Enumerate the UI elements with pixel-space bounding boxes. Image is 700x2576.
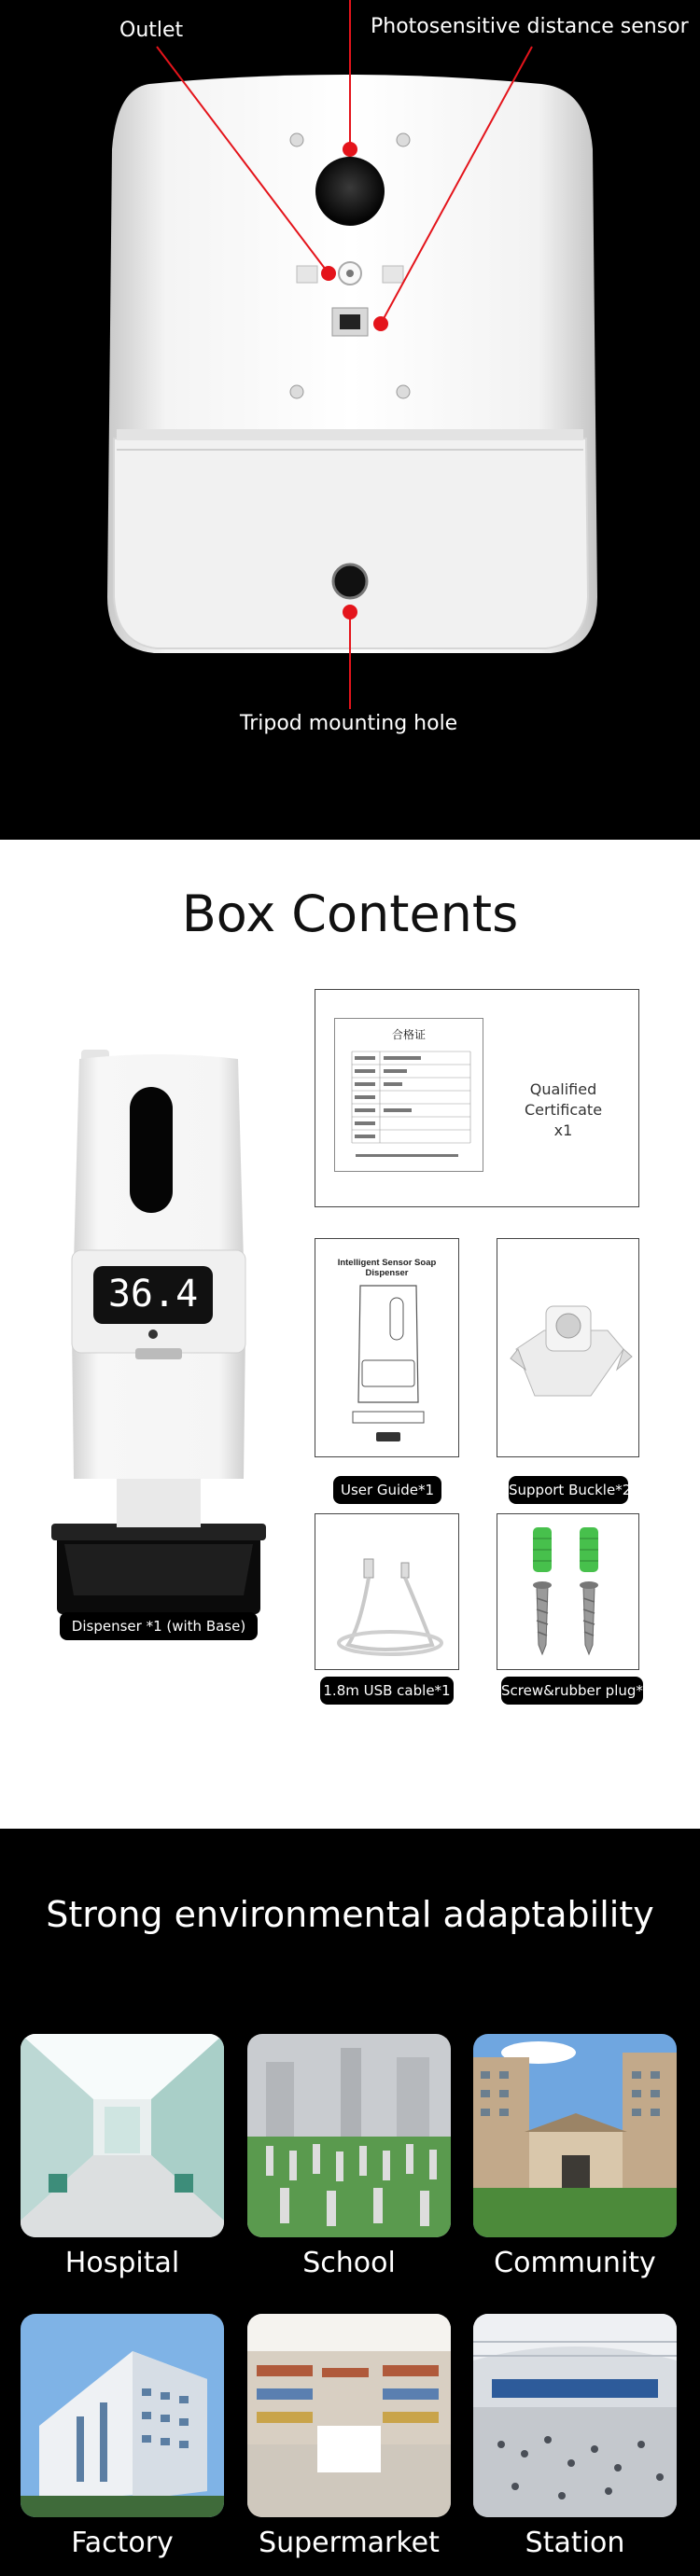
sensor-callout: Photosensitive distance sensor	[371, 15, 689, 38]
usb-cable-sketch	[315, 1514, 460, 1671]
user-guide-label: User Guide*1	[333, 1476, 441, 1504]
box-contents-section	[0, 840, 700, 1829]
tripod-callout: Tripod mounting hole	[240, 712, 458, 735]
environments-section	[0, 1829, 700, 2576]
dispenser-label: Dispenser *1 (with Base)	[60, 1612, 258, 1640]
certificate-frame	[315, 989, 639, 1207]
place-label-community: Community	[494, 2247, 656, 2279]
place-label-station: Station	[525, 2527, 625, 2559]
certificate-table	[335, 1042, 484, 1173]
support-buckle-sketch	[497, 1239, 640, 1458]
school-photo	[247, 2034, 451, 2237]
community-photo	[473, 2034, 677, 2237]
supermarket-photo	[247, 2314, 451, 2517]
support-buckle-frame	[497, 1238, 639, 1457]
certificate-label	[491, 1079, 636, 1141]
screw-plug-frame	[497, 1513, 639, 1670]
place-label-school: School	[302, 2247, 396, 2279]
device-back-section	[0, 0, 700, 840]
screw-plug-label: Screw&rubber plug*2	[501, 1677, 643, 1705]
factory-photo	[21, 2314, 224, 2517]
certificate-label-line2: x1	[553, 1121, 573, 1139]
environments-title: Strong environmental adaptability	[46, 1894, 654, 1935]
user-guide-frame	[315, 1238, 459, 1457]
place-label-supermarket: Supermarket	[259, 2527, 440, 2559]
temperature-reading: 36.4	[107, 1273, 199, 1316]
screw-plug-sketch	[497, 1514, 640, 1671]
usb-cable-frame	[315, 1513, 459, 1670]
certificate-doc-heading: 合格证	[391, 1028, 426, 1041]
outlet-callout: Outlet	[119, 19, 184, 42]
user-guide-sketch	[315, 1272, 460, 1458]
certificate-label-line1: Qualified Certificate	[524, 1080, 603, 1119]
station-photo	[473, 2314, 677, 2517]
box-contents-title: Box Contents	[181, 884, 519, 943]
place-label-hospital: Hospital	[64, 2247, 180, 2279]
support-buckle-label: Support Buckle*2	[509, 1476, 628, 1504]
certificate-document	[334, 1018, 483, 1172]
hospital-photo	[21, 2034, 224, 2237]
dispenser-illustration	[51, 1050, 266, 1628]
place-label-factory: Factory	[71, 2527, 174, 2559]
user-guide-heading: Intelligent Sensor Soap Dispenser	[337, 1258, 437, 1278]
usb-cable-label: 1.8m USB cable*1	[320, 1677, 454, 1705]
